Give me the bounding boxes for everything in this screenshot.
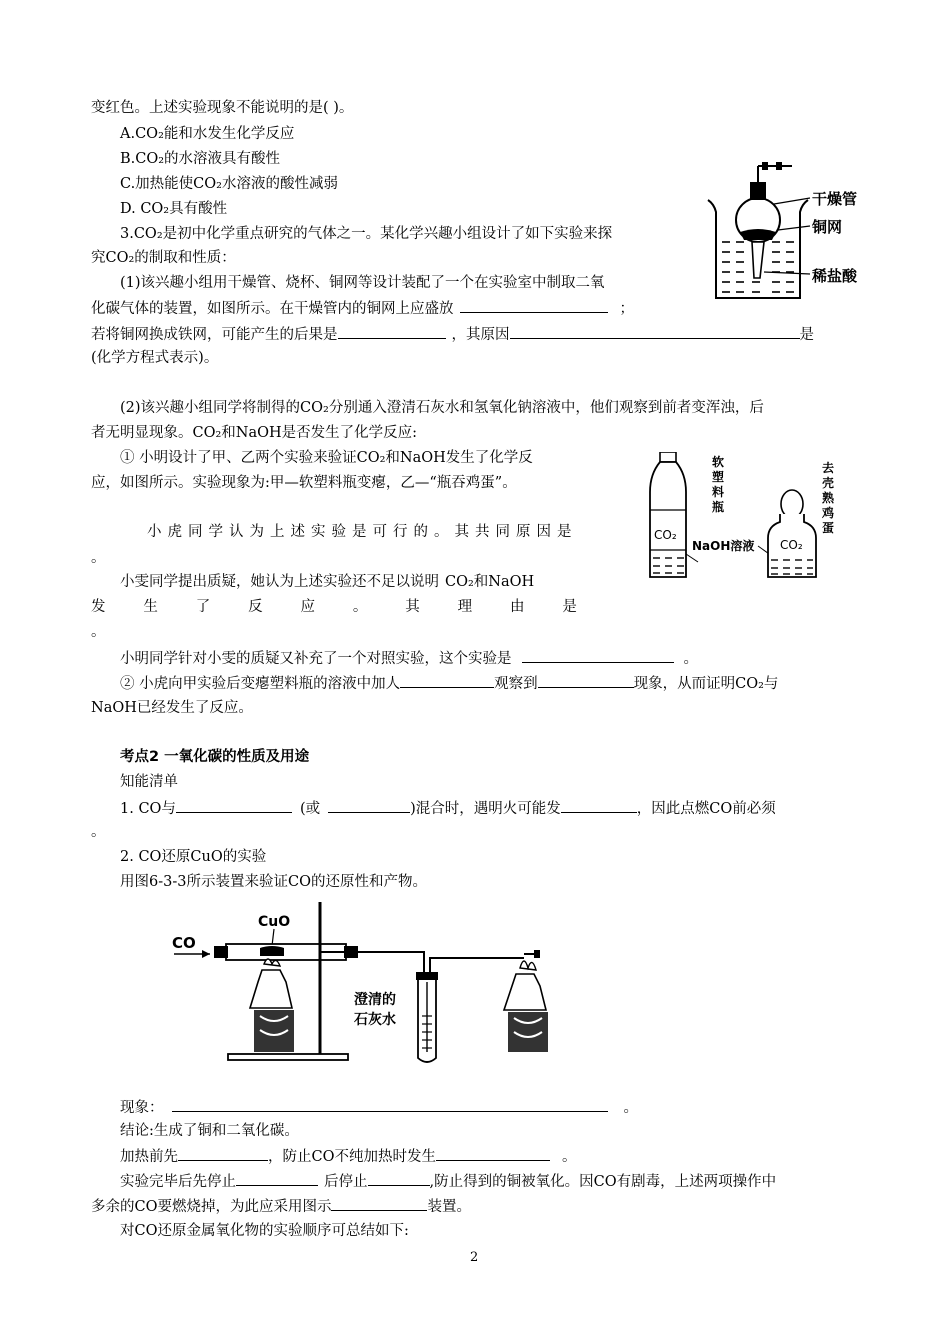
p3-line1-formula: CO₂和NaOH bbox=[445, 574, 535, 590]
q3-1-line2 bbox=[91, 298, 634, 319]
answer-blank[interactable] bbox=[510, 324, 800, 339]
page-number: 2 bbox=[470, 1250, 479, 1265]
figure-co2-naoh bbox=[640, 452, 840, 582]
answer-blank[interactable] bbox=[400, 673, 494, 688]
q3-1-line3-text: 若将铜网换成铁网，可能产生的后果是 bbox=[91, 327, 338, 343]
kp2-item1-end: ，因此点燃CO前必须 bbox=[636, 801, 776, 817]
q3-1-line2-text: 化碳气体的装置，如图所示。在干燥管内的铜网上应盛放 bbox=[91, 301, 454, 317]
p3-word: 反 bbox=[248, 599, 263, 615]
label-copper-mesh: 铜网 bbox=[812, 218, 843, 236]
label-soft-3: 料 bbox=[712, 485, 725, 499]
p4-line bbox=[120, 648, 698, 669]
p3-word: 其 bbox=[405, 599, 420, 615]
p3-line1-text: 小雯同学提出质疑，她认为上述实验还不足以说明 bbox=[120, 574, 439, 590]
section-title: 考点2 一氧化碳的性质及用途 bbox=[120, 749, 310, 765]
answer-blank[interactable] bbox=[460, 298, 608, 313]
kp2-item1 bbox=[120, 798, 776, 819]
q3-1-line3 bbox=[91, 324, 861, 345]
conclusion-line: 结论:生成了铜和二氧化碳。 bbox=[120, 1123, 299, 1139]
p3-word: 发 bbox=[91, 599, 106, 615]
answer-blank[interactable] bbox=[538, 673, 634, 688]
answer-blank[interactable] bbox=[522, 648, 674, 663]
label-soft-2: 塑 bbox=[712, 470, 725, 484]
figure-co-reduction bbox=[168, 898, 558, 1068]
after-text-c: ,防止得到的铜被氧化。因CO有剧毒，上述两项操作中 bbox=[429, 1174, 777, 1190]
kp2-item2: 2. CO还原CuO的实验 bbox=[120, 849, 267, 865]
p5-text-c: 现象，从而证明CO₂与 bbox=[633, 676, 779, 692]
figure-co2-generator bbox=[700, 160, 870, 305]
p5-text-b: 观察到 bbox=[494, 676, 538, 692]
kp2-item1-period: 。 bbox=[91, 824, 106, 840]
p3-word: 理 bbox=[457, 599, 473, 615]
p3-word: 由 bbox=[510, 599, 525, 615]
option-b: B.CO₂的水溶液具有酸性 bbox=[120, 151, 281, 167]
q3-2-line2: 者无明显现象。CO₂和NaOH是否发生了化学反应: bbox=[91, 425, 418, 441]
p3-word: 。 bbox=[352, 599, 368, 615]
section-subtitle: 知能清单 bbox=[120, 774, 178, 790]
p5-text-a: ② 小虎向甲实验后变瘪塑料瓶的溶液中加人 bbox=[120, 676, 401, 692]
answer-blank[interactable] bbox=[436, 1146, 550, 1161]
q3-1-line4: (化学方程式表示)。 bbox=[91, 350, 219, 366]
p2-line2: 。 bbox=[91, 550, 106, 566]
p4-end: 。 bbox=[683, 651, 698, 667]
kp2-item2-desc: 用图6-3-3所示装置来验证CO的还原性和产物。 bbox=[120, 874, 427, 890]
p3-word: 了 bbox=[195, 599, 211, 615]
kp2-item1-text: 1. CO与 bbox=[120, 801, 176, 817]
after-text-a: 实验完毕后先停止 bbox=[120, 1174, 236, 1190]
preheat-end: 。 bbox=[561, 1149, 577, 1165]
answer-blank[interactable] bbox=[178, 1146, 268, 1161]
p3-line2 bbox=[91, 597, 577, 617]
label-co2-left: CO₂ bbox=[654, 528, 677, 542]
p3-word: 应 bbox=[300, 599, 315, 615]
answer-blank[interactable] bbox=[172, 1097, 608, 1112]
label-soft-4: 瓶 bbox=[712, 500, 725, 514]
question-intro: 变红色。上述实验现象不能说明的是( )。 bbox=[91, 100, 354, 116]
p2-line1: 小虎同学认为上述实验是可行的。其共同原因是 bbox=[147, 524, 578, 540]
q3-line1: 3.CO₂是初中化学重点研究的气体之一。某化学兴趣小组设计了如下实验来探 bbox=[120, 226, 613, 242]
p1-line1: ① 小明设计了甲、乙两个实验来验证CO₂和NaOH发生了化学反 bbox=[120, 450, 533, 466]
after-line2-end: 装置。 bbox=[427, 1199, 471, 1215]
p3-line3: 。 bbox=[91, 624, 106, 640]
label-egg-2: 壳 bbox=[822, 476, 835, 490]
label-dilute-hcl: 稀盐酸 bbox=[812, 267, 858, 285]
q3-1-line3-end: 是 bbox=[799, 327, 814, 343]
label-cuo: CuO bbox=[258, 914, 291, 930]
q3-1-line3-reason: ，其原因 bbox=[451, 327, 510, 343]
answer-blank[interactable] bbox=[561, 798, 637, 813]
label-egg-1: 去 bbox=[822, 461, 835, 475]
q3-1-line1: (1)该兴趣小组用干燥管、烧杯、铜网等设计装配了一个在实验室中制取二氧 bbox=[120, 275, 605, 291]
option-a: A.CO₂能和水发生化学反应 bbox=[120, 126, 295, 142]
label-egg-3: 熟 bbox=[822, 491, 835, 505]
p5-line2: NaOH已经发生了反应。 bbox=[91, 700, 253, 716]
answer-blank[interactable] bbox=[368, 1171, 430, 1186]
q3-line2: 究CO₂的制取和性质： bbox=[91, 250, 236, 266]
phenomenon-end: 。 bbox=[623, 1100, 638, 1116]
after-line2 bbox=[91, 1196, 471, 1217]
p3-word: 生 bbox=[143, 599, 158, 615]
label-egg-4: 鸡 bbox=[822, 506, 835, 520]
label-limewater-2: 石灰水 bbox=[354, 1012, 396, 1028]
label-limewater-1: 澄清的 bbox=[354, 992, 396, 1008]
summary-line: 对CO还原金属氧化物的实验顺序可总结如下: bbox=[120, 1223, 409, 1239]
label-egg-5: 蛋 bbox=[822, 521, 835, 535]
label-co: CO bbox=[172, 934, 196, 952]
p3-line1 bbox=[120, 572, 534, 592]
option-d: D. CO₂具有酸性 bbox=[120, 201, 228, 217]
phenomenon-line bbox=[120, 1097, 638, 1118]
answer-blank[interactable] bbox=[176, 798, 292, 813]
after-line2-text: 多余的CO要燃烧掉，为此应采用图示 bbox=[91, 1199, 332, 1215]
p3-word: 是 bbox=[562, 599, 577, 615]
p5-line1 bbox=[120, 673, 778, 694]
p1-line2: 应，如图所示。实验现象为:甲—软塑料瓶变瘪，乙—“瓶吞鸡蛋”。 bbox=[91, 475, 517, 491]
label-naoh: NaOH溶液 bbox=[692, 539, 755, 553]
label-drying-tube: 干燥管 bbox=[812, 190, 858, 208]
answer-blank[interactable] bbox=[236, 1171, 318, 1186]
kp2-item1-or: (或 bbox=[299, 801, 321, 817]
after-line bbox=[120, 1171, 776, 1192]
q3-1-line2-semicolon: ； bbox=[619, 301, 634, 317]
answer-blank[interactable] bbox=[331, 1196, 427, 1211]
option-c: C.加热能使CO₂水溶液的酸性减弱 bbox=[120, 176, 338, 192]
preheat-text-b: ，防止CO不纯加热时发生 bbox=[268, 1149, 436, 1165]
p4-text: 小明同学针对小雯的质疑又补充了一个对照实验，这个实验是 bbox=[120, 651, 512, 667]
phenomenon-label: 现象： bbox=[120, 1100, 164, 1116]
preheat-line bbox=[120, 1146, 576, 1167]
preheat-text-a: 加热前先 bbox=[120, 1149, 178, 1165]
kp2-item1-mid: )混合时，遇明火可能发 bbox=[410, 801, 561, 817]
label-co2-right: CO₂ bbox=[780, 538, 803, 552]
label-soft-1: 软 bbox=[712, 455, 725, 469]
q3-2-line1: (2)该兴趣小组同学将制得的CO₂分别通入澄清石灰水和氢氧化钠溶液中，他们观察到前者变浑浊，后 bbox=[120, 400, 764, 416]
after-text-b: 后停止 bbox=[324, 1174, 368, 1190]
answer-blank[interactable] bbox=[328, 798, 410, 813]
answer-blank[interactable] bbox=[338, 324, 446, 339]
